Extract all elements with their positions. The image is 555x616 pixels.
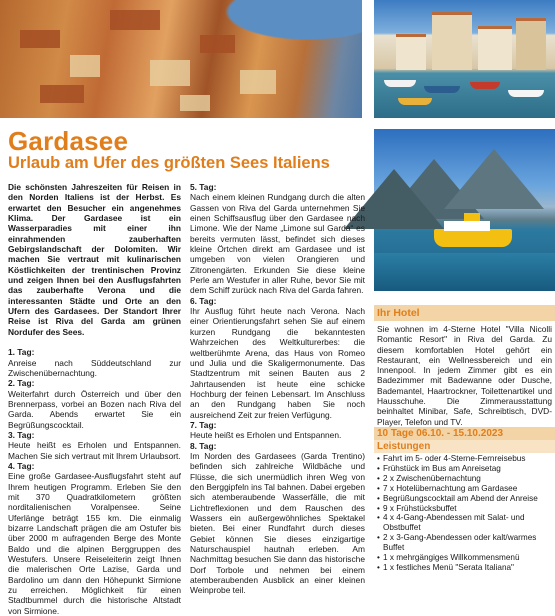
intro-text: Die schönsten Jahreszeiten für Reisen in den Norden Italiens ist der Herbst. Es erwartet den Besucher ein angenehmes Klima. Der Gardasee ist ein Wasserparadies mit einer ihn einrahmenden zauberhaften Gebirgslandschaft der Dolomiten. Wir machen Sie vertraut mit kulinarischen Köstlichkeiten der trentinischen Provinz und zeigen Ihnen bei den Ausflugsfahrten das zauberhafte Verona und die interessanten Städte und Orte an den Ufern des Gardasees. Der Standort Ihrer Reise ist Riva del Garda am grünen Nordufer des Sees. (8, 182, 181, 337)
service-item: • 2 x 3-Gang-Abendessen oder kalt/warmes Buffet (377, 533, 552, 553)
day-label: 8. Tag: (190, 440, 217, 451)
service-item: • 1 x festliches Menü "Serata Italiana" (377, 563, 552, 573)
day-label: 7. Tag: (190, 419, 217, 430)
day-text: Weiterfahrt durch Österreich und über den Brennerpass, vorbei an Bozen nach Riva del Garda. Abends erwartet Sie ein Begrüßungscocktail. (8, 388, 181, 430)
service-item: • 9 x Frühstücksbuffet (377, 504, 552, 514)
trip-date-badge: 10 Tage 06.10. - 15.10.2023 (374, 427, 555, 440)
itinerary-column-middle (190, 182, 365, 596)
day-text: Heute heißt es Erholen und Entspannen. (190, 430, 342, 441)
day-label: 1. Tag: (8, 347, 35, 358)
hotel-panel (374, 305, 555, 427)
services-heading: Leistungen (374, 440, 555, 453)
service-item: • 4 x 4-Gang-Abendessen mit Salat- und Obstbuffet (377, 513, 552, 533)
page-title: Gardasee (8, 126, 129, 156)
service-item: • 2 x Zwischenübernachtung (377, 474, 552, 484)
day-text: Im Norden des Gardasees (Garda Trentino) befinden sich zahlreiche Wildbäche und Flüsse, die sich unermüdlich ihren Weg von den Berggipfeln ins Tal bahnen. Dabei ergeben sich atemberaubende Wasserfälle, die mit Lichtreflexionen und dem Rauschen des Wassers ein außergewöhnliches Spektakel bieten. Bei einer Rundfahrt durch dieses Gebiet können Sie dieses einzigartige Naturschauspiel hautnah erleben. Am Nachmittag besuchen Sie dann das historische Dorf Torbole und nehmen bei einem atemberaubenden Ausblick an einer kleinen Weinprobe teil. (190, 450, 365, 596)
services-panel (374, 427, 555, 573)
day-label: 6. Tag: (190, 295, 217, 306)
services-list (374, 453, 555, 573)
photo-harbor (374, 0, 555, 118)
day-label: 4. Tag: (8, 460, 35, 471)
hotel-description: Sie wohnen im 4-Sterne Hotel "Villa Nicolli Romantic Resort" in Riva del Garda. Zu diesem komfortablen Hotel gehört ein Restaurant, ein Wellnessbereich und ein Innenpool. In jedem Zimmer gibt es ein Badezimmer mit Badewanne oder Dusche, Bademantel, Haartrockner, Toilettenartikel und Hausschuhe. Die Zimmerausstattung beinhaltet Minibar, Safe, Schreibtisch, DVD-Player, Telefon und TV. (377, 324, 552, 427)
service-item: • Frühstück im Bus am Anreisetag (377, 464, 552, 474)
day-label: 3. Tag: (8, 429, 35, 440)
service-item: • 1 x mehrgängiges Willkommensmenü (377, 553, 552, 563)
service-item: • 7 x Hotelübernachtung am Gardasee (377, 484, 552, 494)
page-subtitle: Urlaub am Ufer des größten Sees Italiens (8, 154, 330, 172)
day-text: Eine große Gardasee-Ausflugsfahrt steht auf Ihrem heutigen Programm. Erleben Sie den mit 370 Quadratkilometern größten norditalienischen Voralpensee. Seine Uferlänge beträgt 155 km. Die einmalig bizarre Landschaft prägen die am Ostufer bis über 2000 m aufragenden Berge des Monte Baldo und die alpinen Berggruppen des Westufers. Unsere Reiseleiterin zeigt Ihnen die malerischen Orte Lazise, Garda und Bardolino um dann den Höhepunkt Sirmione zu erreichen. Möglichkeit für einen Stadtbummel durch die historische Altstadt von Sirmione. (8, 471, 181, 616)
day-text: Nach einem kleinen Rundgang durch die alten Gassen von Riva del Garda unternehmen Sie einen Schiffsausflug über den Gardasee nach Limone. Wie der Name „Limone sul Garda“ es bereits vermuten lässt, befindet sich dieses kleine Örtchen direkt am Gardasee und ist umgeben von vielen Orangieren und Zitronengärten. Erkunden Sie diese kleine Perle am Westufer in aller Ruhe, bevor Sie mit dem Schiff zurück nach Riva del Garda fahren. (190, 192, 365, 296)
photo-lake-ship (374, 129, 555, 291)
day-text: Anreise nach Süddeutschland zur Zwischenübernachtung. (8, 357, 181, 378)
hotel-heading: Ihr Hotel (374, 305, 555, 321)
day-label: 5. Tag: (190, 182, 217, 192)
service-item: • Fahrt im 5- oder 4-Sterne-Fernreisebus (377, 454, 552, 464)
day-text: Heute heißt es Erholen und Entspannen. Machen Sie sich vertraut mit Ihrem Urlaubsort. (8, 440, 181, 461)
day-text: Ihr Ausflug führt heute nach Verona. Nach einer Orientierungsfahrt sehen Sie auf einem kurzen Rundgang die bekanntesten Wahrzeichen des Weltkulturerbes: die weltberühmte Arena, das Haus von Romeo und Julia und die Skaligermonumente. Das Stadtzentrum mit seinen Bauten aus 2 Jahrtausenden ist heute eine schicke Hochburg der feinen Lebensart. Im Anschluss an den Rundgang haben Sie noch ausreichend Zeit zur freien Verfügung. (190, 306, 365, 420)
itinerary-column-left (8, 182, 181, 616)
service-item: • Begrüßungscocktail am Abend der Anreise (377, 494, 552, 504)
day-label: 2. Tag: (8, 378, 35, 389)
photo-riva-town (0, 0, 362, 118)
